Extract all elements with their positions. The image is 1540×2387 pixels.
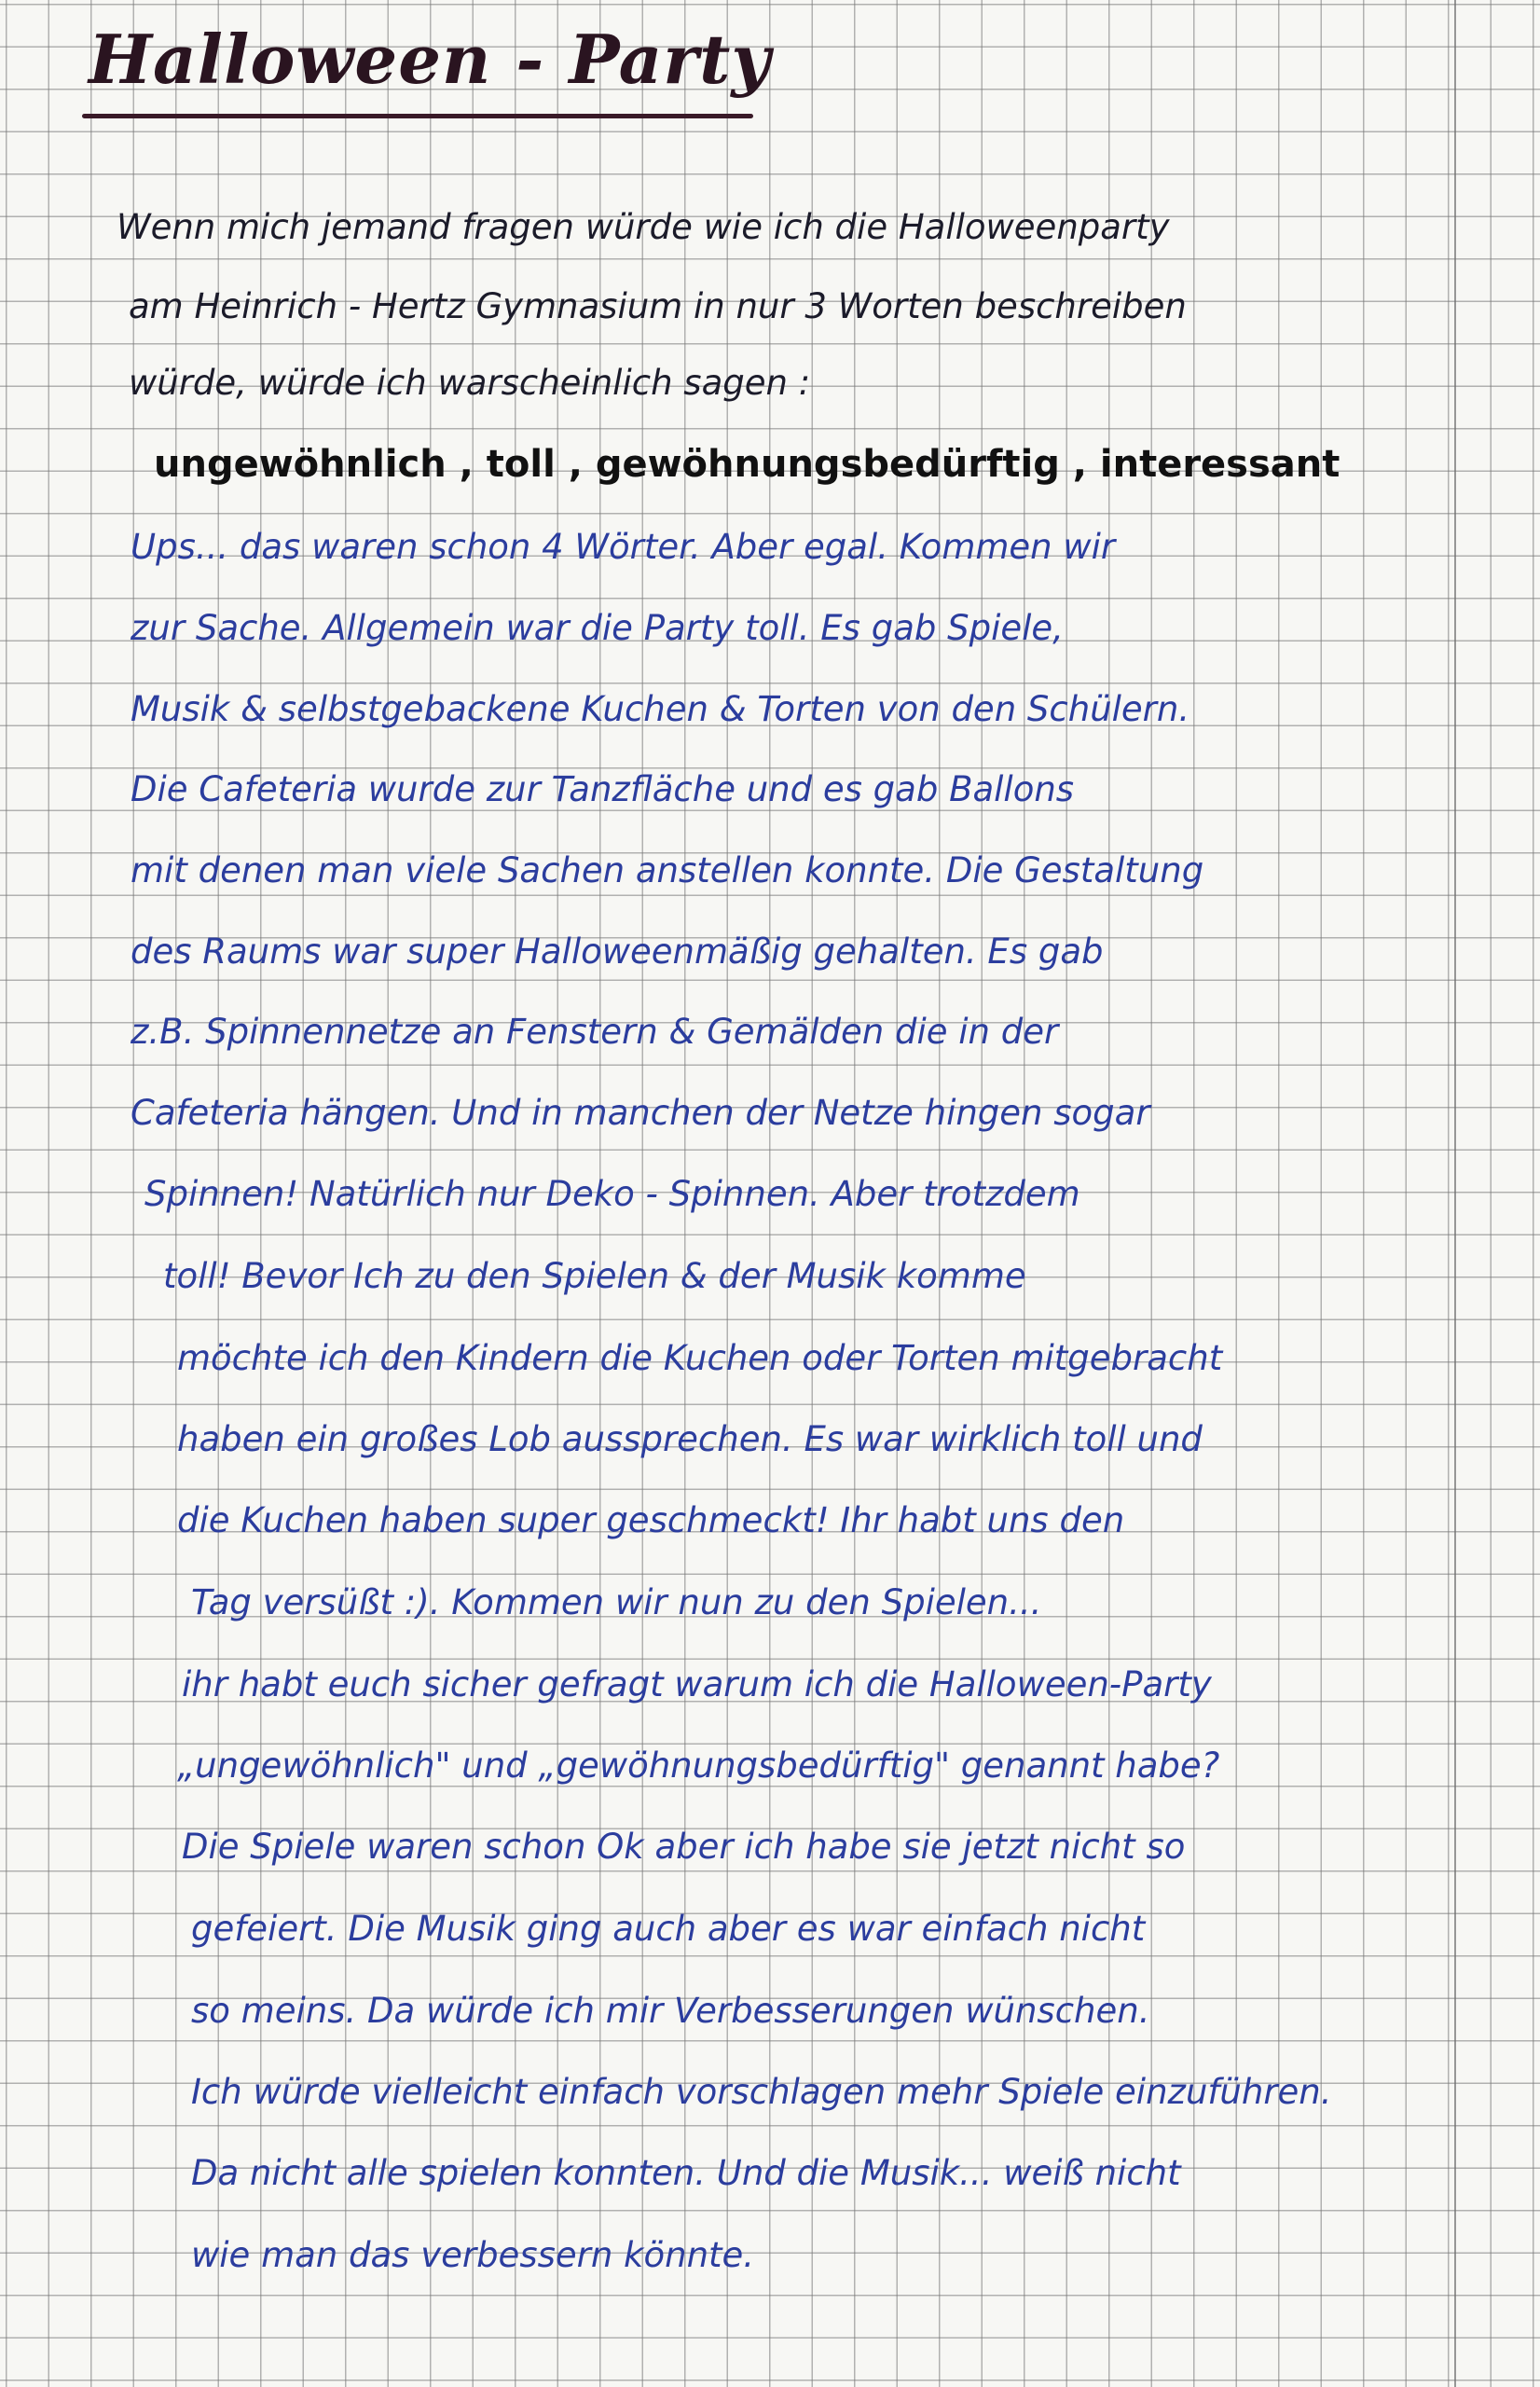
text-line-2: am Heinrich - Hertz Gymnasium in nur 3 Worten beschreiben [129,286,1187,326]
text-line-24: Da nicht alle spielen konnten. Und die Musik... weiß nicht [191,2153,1181,2193]
text-line-15: haben ein großes Lob aussprechen. Es war wirklich toll und [177,1419,1203,1459]
text-line-20: Die Spiele waren schon Ok aber ich habe sie jetzt nicht so [182,1827,1186,1867]
text-line-8: mit denen man viele Sachen anstellen konnte. Die Gestaltung [131,850,1204,890]
text-line-14: möchte ich den Kindern die Kuchen oder Torten mitgebracht [177,1338,1223,1378]
keywords-line: ungewöhnlich , toll , gewöhnungsbedürftig , interessant [154,443,1341,486]
text-line-7: Die Cafeteria wurde zur Tanzfläche und es gab Ballons [131,769,1075,809]
text-line-22: so meins. Da würde ich mir Verbesserungen wünschen. [191,1991,1150,2031]
text-line-18: ihr habt euch sicher gefragt warum ich die Halloween-Party [182,1664,1212,1704]
text-line-5: zur Sache. Allgemein war die Party toll. Es gab Spiele, [131,608,1064,648]
text-line-21: gefeiert. Die Musik ging auch aber es war einfach nicht [191,1909,1146,1949]
text-line-9: des Raums war super Halloweenmäßig gehalten. Es gab [131,931,1104,972]
text-line-3: würde, würde ich warscheinlich sagen : [129,363,811,403]
text-line-16: die Kuchen haben super geschmeckt! Ihr habt uns den [177,1500,1125,1540]
text-line-17: Tag versüßt :). Kommen wir nun zu den Spielen... [191,1582,1042,1622]
text-line-1: Wenn mich jemand fragen würde wie ich die Halloweenparty [117,207,1170,247]
text-line-6: Musik & selbstgebackene Kuchen & Torten von den Schülern. [131,689,1190,729]
text-line-19: „ungewöhnlich" und „gewöhnungsbedürftig" genannt habe? [177,1745,1220,1786]
text-line-23: Ich würde vielleicht einfach vorschlagen mehr Spiele einzuführen. [191,2072,1332,2112]
text-line-11: Cafeteria hängen. Und in manchen der Netze hingen sogar [131,1093,1150,1133]
margin-line [1454,0,1456,2387]
page-title: Halloween - Party [89,20,772,99]
text-line-4: Ups... das waren schon 4 Wörter. Aber egal. Kommen wir [131,527,1116,567]
text-line-13: toll! Bevor Ich zu den Spielen & der Musik komme [163,1256,1026,1296]
text-line-12: Spinnen! Natürlich nur Deko - Spinnen. Aber trotzdem [144,1174,1080,1214]
text-line-10: z.B. Spinnennetze an Fenstern & Gemälden die in der [131,1012,1059,1052]
text-line-25: wie man das verbessern könnte. [191,2235,755,2275]
title-underline [82,114,753,118]
